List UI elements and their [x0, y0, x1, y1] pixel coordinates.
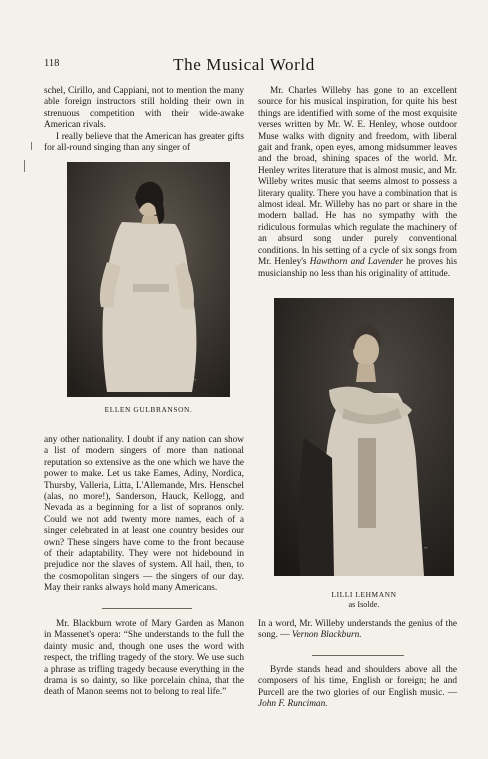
right-column-top	[258, 86, 457, 280]
photo-ellen-gulbranson	[67, 162, 230, 397]
photographer-signature: ~	[424, 546, 428, 552]
paragraph: Byrde stands head and shoulders above all the composers of his time, English or foreign; he and Purcell are the two glories of our English music. — John F. Runciman.	[258, 665, 457, 710]
paragraph: I really believe that the American has greater gifts for all-round singing than any singer of	[44, 131, 244, 154]
divider	[312, 655, 404, 656]
left-column-top	[44, 86, 244, 154]
caption: ELLEN GULBRANSON.	[104, 405, 193, 414]
page-number: 118	[44, 58, 60, 69]
caption: LILLI LEHMANN	[331, 590, 397, 599]
portrait-image	[274, 298, 454, 576]
photographer-signature: ~	[193, 378, 197, 384]
margin-mark	[24, 160, 25, 172]
paragraph: any other nationality. I doubt if any nation can show a list of modern singers of more than national reputation so extensive as the one which we have the power to make. Let us take Eames, Adiny, Nordica, Thursby, Valleria, Litta, L'Allemande, Mrs. Henschel (alas, no more!), Sanderson, Hauck, Kellogg, and Nevada as a beginning for a list of sopranos only. Could we not add twenty more names, each of a singer celebrated in at least one country besides our own? These singers have come to the front because of their adaptability. They were not hidebound in prejudice nor the slaves of system. All hail, then, to the cosmopolitan singers — the singers of our day. May their ranks always hold many Americans.	[44, 435, 244, 594]
paragraph: Mr. Charles Willeby has gone to an excellent source for his musical inspiration, for quite his best things are identified with some of the most exquisite verses written by Mr. W. E. Henley, whose outdoor Muse walks with dignity and freedom, with liberal gait and frank, open eyes, among midsummer leaves and the broad, shining spaces of the world. Mr. Henley writes literature that is almost music, and Mr. Willeby writes music that seems almost to possess a literary quality. There you have a combination that is almost ideal. Mr. Willeby has no part or share in the modern ballad. He has no sympathy with the ridiculous formulas which regulate the machinery of an absurd song under purely conventional conditions. In his setting of a cycle of six songs from Mr. Henley's Hawthorn and Lavender he proves his musicianship no less than his originality of attitude.	[258, 86, 458, 279]
left-column-bottom	[44, 619, 244, 699]
margin-mark	[31, 142, 32, 150]
paragraph: In a word, Mr. Willeby understands the genius of the song. — Vernon Blackburn.	[258, 619, 457, 641]
divider	[102, 608, 192, 609]
paragraph: Mr. Blackburn wrote of Mary Garden as Manon in Massenet's opera: “She understands to the full the dainty music and, though one uses the word with respect, the trifling tragedy of the story. We use such a phrase as trifling tragedy because everything in the drama is so dainty, so like porcelain china, that the death of Manon seems not to belong to real life.”	[44, 619, 244, 698]
caption-subtitle: as Isolde.	[348, 600, 380, 609]
portrait-image	[67, 162, 230, 397]
page-title: The Musical World	[173, 55, 315, 74]
left-column-middle	[44, 435, 244, 595]
photo-lilli-lehmann	[274, 298, 454, 576]
right-column-bottom	[258, 665, 457, 711]
right-column-middle	[258, 619, 457, 642]
paragraph: schel, Cirillo, and Cappiani, not to mention the many able foreign instructors still holding their own in strenuous competition with their wide-awake American rivals.	[44, 86, 244, 131]
